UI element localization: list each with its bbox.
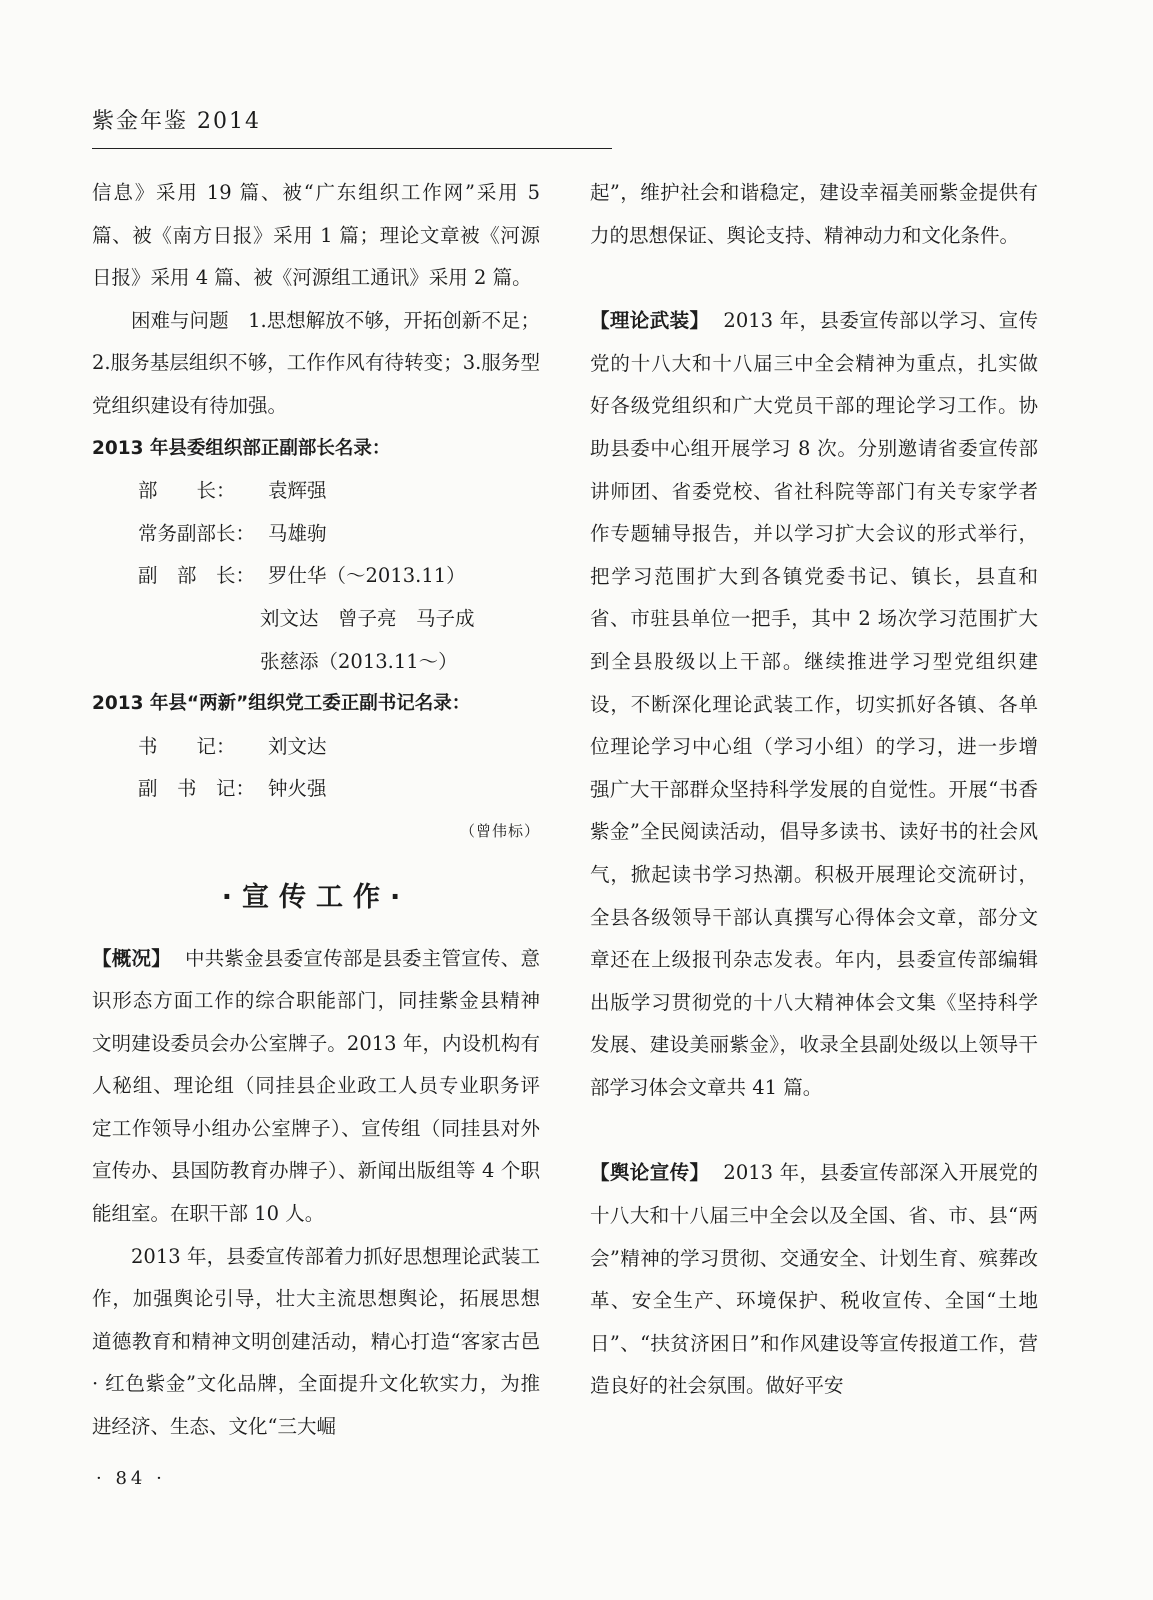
paragraph-difficulties: 困难与问题 1.思想解放不够，开拓创新不足；2.服务基层组织不够，工作作风有待转变；3.服务型党组织建设有待加强。 xyxy=(92,308,540,417)
list-item-label: 副 书 记： xyxy=(138,777,256,801)
author-signature: （曾伟标） xyxy=(459,821,540,840)
spacer xyxy=(590,257,1038,300)
left-column xyxy=(92,172,540,1449)
list-item-label: 副 部 长： xyxy=(138,564,256,588)
list-item-value: 钟火强 xyxy=(268,777,327,801)
list-item-continuation: 张慈添（2013.11～） xyxy=(260,649,458,673)
list-item xyxy=(92,555,540,598)
paragraph-continuation: 起”，维护社会和谐稳定，建设幸福美丽紫金提供有力的思想保证、舆论支持、精神动力和文化条件。 xyxy=(590,181,1038,247)
overview-text: 中共紫金县委宣传部是县委主管宣传、意识形态方面工作的综合职能部门，同挂紫金县精神文明建设委员会办公室牌子。2013 年，内设机构有人秘组、理论组（同挂县企业政工人员专业职务评定工作领导小组办公室牌子）、宣传组（同挂县对外宣传办、县国防教育办牌子）、新闻出版组等 4 个职能组室。在职干部 10 人。 xyxy=(92,946,540,1226)
running-header-title: 紫金年鉴 2014 xyxy=(92,109,261,134)
opinion-tag: 【舆论宣传】 xyxy=(590,1161,710,1185)
paragraph-theory xyxy=(590,300,1038,1109)
spacer xyxy=(590,1109,1038,1152)
right-column xyxy=(590,172,1038,1408)
paragraph-publication-stats: 信息》采用 19 篇、被“广东组织工作网”采用 5 篇、被《南方日报》采用 1 篇；理论文章被《河源日报》采用 4 篇、被《河源组工通讯》采用 2 篇。 xyxy=(92,181,540,290)
list-item-value: 罗仕华（～2013.11） xyxy=(268,564,466,588)
page-number: · 84 · xyxy=(96,1468,166,1489)
list-item-value: 袁辉强 xyxy=(268,479,327,503)
theory-text: 2013 年，县委宣传部以学习、宣传党的十八大和十八届三中全会精神为重点，扎实做好各级党组织和广大党员干部的理论学习工作。协助县委中心组开展学习 8 次。分别邀请省委宣传部讲师团、省委党校、省社科院等部门有关专家学者作专题辅导报告，并以学习扩大会议的形式举行，把学习范围扩大到各镇党委书记、镇长，县直和省、市驻县单位一把手，其中 2 场次学习范围扩大到全县股级以上干部。继续推进学习型党组织建设，不断深化理论武装工作，切实抓好各镇、各单位理论学习中心组（学习小组）的学习，进一步增强广大干部群众坚持科学发展的自觉性。开展“书香紫金”全民阅读活动，倡导多读书、读好书的社会风气，掀起读书学习热潮。积极开展理论交流研讨，全县各级领导干部认真撰写心得体会文章，部分文章还在上级报刊杂志发表。年内，县委宣传部编辑出版学习贯彻党的十八大精神体会文集《坚持科学发展、建设美丽紫金》，收录全县副处级以上领导干部学习体会文章共 41 篇。 xyxy=(590,309,1038,1099)
list-item-value: 刘文达 xyxy=(268,734,327,758)
list-item-continuation: 刘文达 曾子亮 马子成 xyxy=(260,606,475,630)
list-item-label: 常务副部长： xyxy=(138,521,256,545)
header-rule xyxy=(92,148,612,149)
overview-tag: 【概况】 xyxy=(92,946,171,970)
list-item-value: 马雄驹 xyxy=(268,521,327,545)
paragraph-opinion xyxy=(590,1152,1038,1408)
list-title-organization-dept: 2013 年县委组织部正副部长名录： xyxy=(92,437,391,459)
list-item xyxy=(92,726,540,769)
list-item-label: 部 长： xyxy=(138,479,236,503)
list-item xyxy=(92,470,540,513)
paragraph-overview xyxy=(92,938,540,1236)
list-item-label: 书 记： xyxy=(138,734,236,758)
theory-tag: 【理论武装】 xyxy=(590,309,710,333)
opinion-text: 2013 年，县委宣传部深入开展党的十八大和十八届三中全会以及全国、省、市、县“两会”精神的学习贯彻、交通安全、计划生育、殡葬改革、安全生产、环境保护、税收宣传、全国“土地日”、“扶贫济困日”和作风建设等宣传报道工作，营造良好的社会氛围。做好平安 xyxy=(590,1161,1038,1398)
list-item xyxy=(92,768,540,811)
list-item xyxy=(92,513,540,556)
list-title-party-committee: 2013 年县“两新”组织党工委正副书记名录： xyxy=(92,693,471,715)
section-title: ·宣传工作· xyxy=(221,881,411,913)
paragraph-work-summary: 2013 年，县委宣传部着力抓好思想理论武装工作，加强舆论引导，壮大主流思想舆论，拓展思想道德教育和精神文明创建活动，精心打造“客家古邑 · 红色紫金”文化品牌，全面提升文化软实力，为推进经济、生态、文化“三大崛 xyxy=(92,1244,540,1439)
